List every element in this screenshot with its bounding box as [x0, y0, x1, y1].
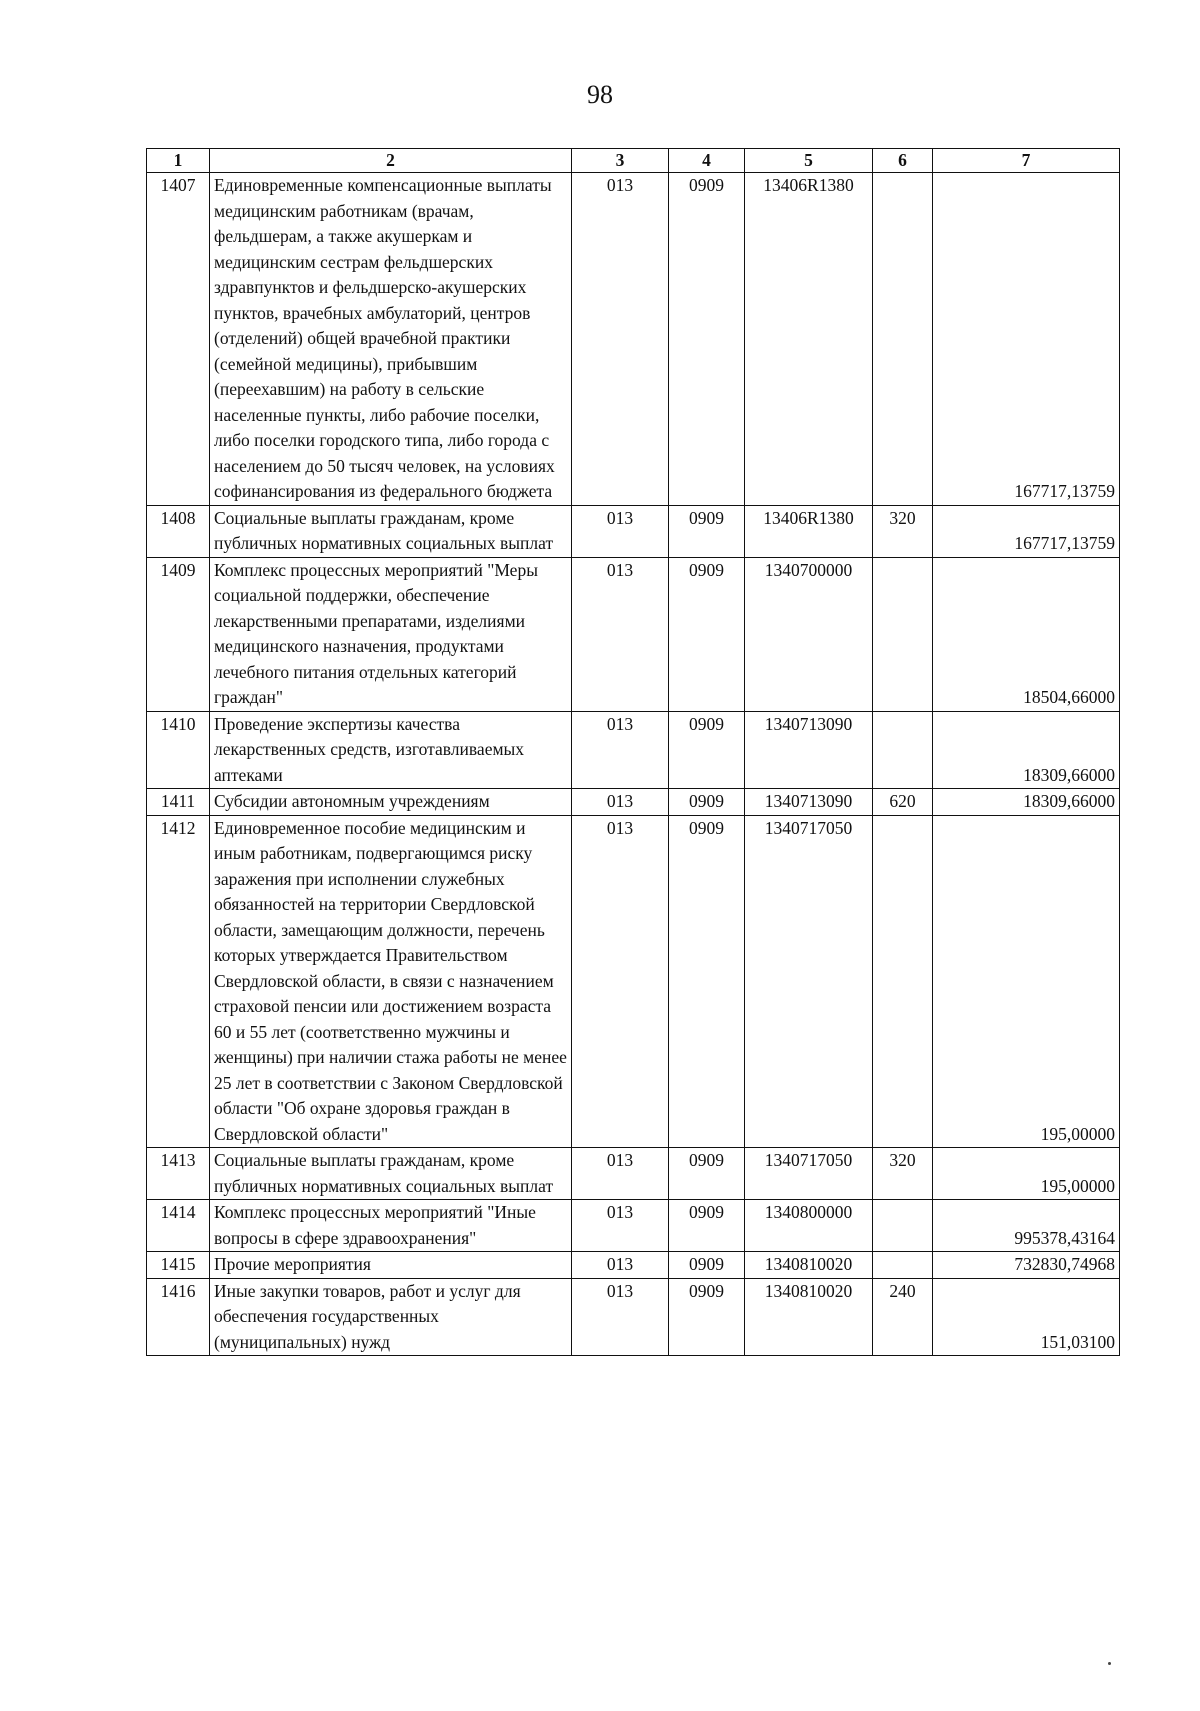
row-number: 1408 [147, 505, 210, 557]
table-body [147, 173, 1120, 1356]
row-name: Проведение экспертизы качества лекарственных средств, изготавливаемых аптеками [210, 711, 572, 789]
row-name: Иные закупки товаров, работ и услуг для обеспечения государственных (муниципальных) нужд [210, 1278, 572, 1356]
row-expense-type [873, 173, 933, 506]
row-amount: 167717,13759 [933, 173, 1120, 506]
header-col-6: 6 [873, 149, 933, 173]
table-row [147, 173, 1120, 506]
table-row [147, 1278, 1120, 1356]
row-expense-type [873, 711, 933, 789]
row-expense-type: 320 [873, 1148, 933, 1200]
row-target-code: 13406R1380 [745, 505, 873, 557]
row-target-code: 1340713090 [745, 789, 873, 816]
header-col-7: 7 [933, 149, 1120, 173]
row-amount: 732830,74968 [933, 1252, 1120, 1279]
row-section-code: 0909 [669, 557, 745, 711]
row-amount: 995378,43164 [933, 1200, 1120, 1252]
row-target-code: 1340713090 [745, 711, 873, 789]
row-name: Прочие мероприятия [210, 1252, 572, 1279]
row-name: Социальные выплаты гражданам, кроме публичных нормативных социальных выплат [210, 505, 572, 557]
row-number: 1415 [147, 1252, 210, 1279]
row-section-code: 0909 [669, 815, 745, 1148]
row-expense-type: 620 [873, 789, 933, 816]
row-target-code: 1340700000 [745, 557, 873, 711]
row-target-code: 1340717050 [745, 815, 873, 1148]
row-section-code: 0909 [669, 1148, 745, 1200]
row-ministry-code: 013 [572, 173, 669, 506]
row-expense-type: 240 [873, 1278, 933, 1356]
row-ministry-code: 013 [572, 505, 669, 557]
header-col-1: 1 [147, 149, 210, 173]
row-number: 1409 [147, 557, 210, 711]
row-number: 1412 [147, 815, 210, 1148]
row-expense-type [873, 815, 933, 1148]
row-name: Субсидии автономным учреждениям [210, 789, 572, 816]
row-expense-type [873, 1200, 933, 1252]
row-section-code: 0909 [669, 711, 745, 789]
row-ministry-code: 013 [572, 1200, 669, 1252]
row-target-code: 1340800000 [745, 1200, 873, 1252]
row-number: 1414 [147, 1200, 210, 1252]
row-target-code: 1340810020 [745, 1278, 873, 1356]
row-ministry-code: 013 [572, 557, 669, 711]
row-target-code: 1340810020 [745, 1252, 873, 1279]
row-ministry-code: 013 [572, 789, 669, 816]
row-name: Социальные выплаты гражданам, кроме публичных нормативных социальных выплат [210, 1148, 572, 1200]
row-section-code: 0909 [669, 173, 745, 506]
scan-speck [1108, 1662, 1111, 1665]
row-amount: 18309,66000 [933, 789, 1120, 816]
table-header [147, 149, 1120, 173]
table-row [147, 815, 1120, 1148]
header-col-2: 2 [210, 149, 572, 173]
header-col-5: 5 [745, 149, 873, 173]
table-row [147, 505, 1120, 557]
header-row [147, 149, 1120, 173]
row-section-code: 0909 [669, 1278, 745, 1356]
row-expense-type [873, 557, 933, 711]
row-ministry-code: 013 [572, 1252, 669, 1279]
row-number: 1416 [147, 1278, 210, 1356]
table-row [147, 557, 1120, 711]
row-amount: 167717,13759 [933, 505, 1120, 557]
row-amount: 195,00000 [933, 1148, 1120, 1200]
row-name: Единовременное пособие медицинским и иным работникам, подвергающимся риску заражения при исполнении служебных обязанностей на территории Свердловской области, замещающим должности, перечень которых утверждается Правительством Свердловской области, в связи с назначением страховой пенсии или достижением возраста 60 и 55 лет (соответственно мужчины и женщины) при наличии стажа работы не менее 25 лет в соответствии с Законом Свердловской области "Об охране здоровья граждан в Свердловской области" [210, 815, 572, 1148]
row-amount: 151,03100 [933, 1278, 1120, 1356]
page-number: 98 [587, 80, 613, 109]
row-number: 1413 [147, 1148, 210, 1200]
row-section-code: 0909 [669, 505, 745, 557]
table-row [147, 789, 1120, 816]
row-expense-type: 320 [873, 505, 933, 557]
row-name: Комплекс процессных мероприятий "Иные вопросы в сфере здравоохранения" [210, 1200, 572, 1252]
row-number: 1411 [147, 789, 210, 816]
row-ministry-code: 013 [572, 815, 669, 1148]
header-col-4: 4 [669, 149, 745, 173]
header-col-3: 3 [572, 149, 669, 173]
table-row [147, 711, 1120, 789]
row-amount: 18504,66000 [933, 557, 1120, 711]
row-target-code: 1340717050 [745, 1148, 873, 1200]
row-ministry-code: 013 [572, 1148, 669, 1200]
row-name: Комплекс процессных мероприятий "Меры социальной поддержки, обеспечение лекарственными препаратами, изделиями медицинского назначения, продуктами лечебного питания отдельных категорий граждан" [210, 557, 572, 711]
row-number: 1410 [147, 711, 210, 789]
row-section-code: 0909 [669, 789, 745, 816]
row-ministry-code: 013 [572, 1278, 669, 1356]
row-section-code: 0909 [669, 1252, 745, 1279]
row-amount: 195,00000 [933, 815, 1120, 1148]
row-target-code: 13406R1380 [745, 173, 873, 506]
table-row [147, 1148, 1120, 1200]
budget-table [146, 148, 1120, 1356]
row-section-code: 0909 [669, 1200, 745, 1252]
row-ministry-code: 013 [572, 711, 669, 789]
row-amount: 18309,66000 [933, 711, 1120, 789]
row-name: Единовременные компенсационные выплаты медицинским работникам (врачам, фельдшерам, а также акушеркам и медицинским сестрам фельдшерских здравпунктов и фельдшерско-акушерских пунктов, врачебных амбулаторий, центров (отделений) общей врачебной практики (семейной медицины), прибывшим (переехавшим) на работу в сельские населенные пункты, либо рабочие поселки, либо поселки городского типа, либо города с населением до 50 тысяч человек, на условиях софинансирования из федерального бюджета [210, 173, 572, 506]
table-row [147, 1200, 1120, 1252]
row-number: 1407 [147, 173, 210, 506]
table-row [147, 1252, 1120, 1279]
row-expense-type [873, 1252, 933, 1279]
